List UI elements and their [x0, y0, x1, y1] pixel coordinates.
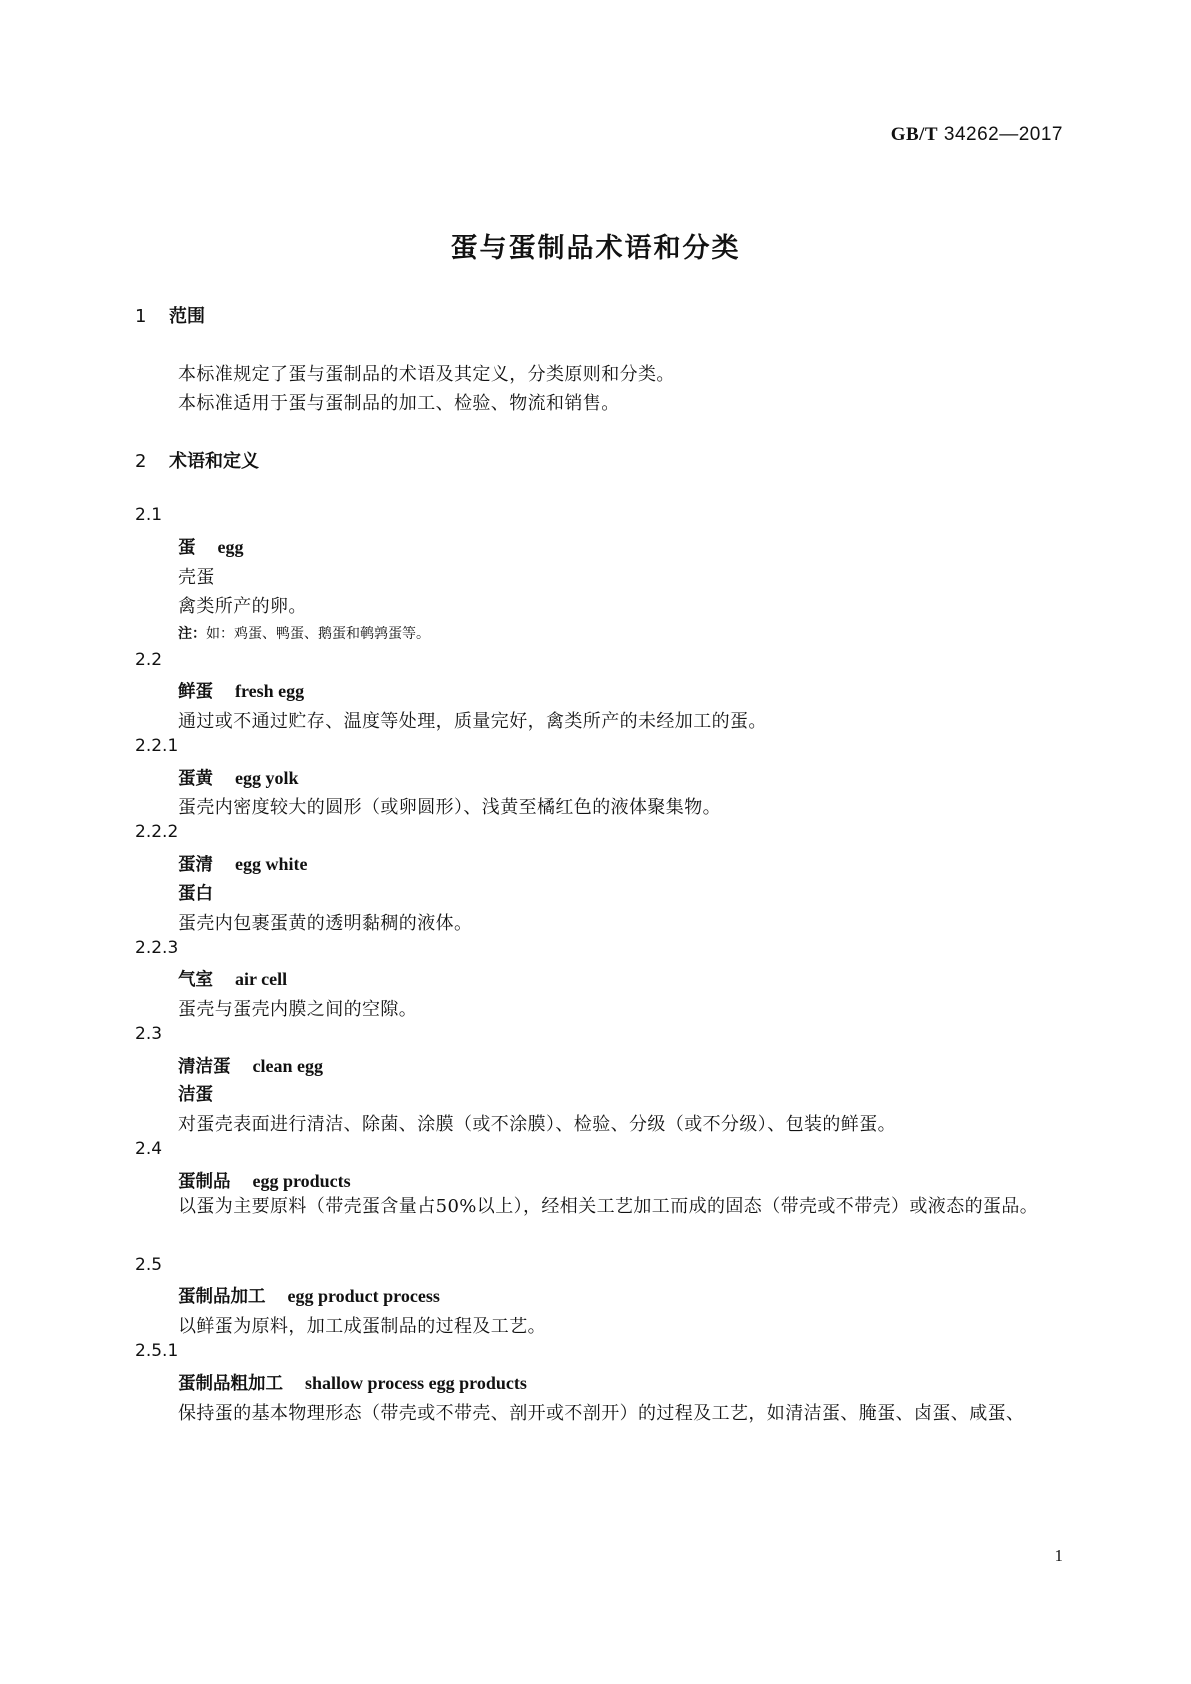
clause-number: 2.3: [135, 1024, 163, 1044]
clause-number: 2.5.1: [135, 1341, 179, 1361]
note-text: 如：鸡蛋、鸭蛋、鹅蛋和鹌鹑蛋等。: [206, 626, 430, 642]
term-definition: 蛋壳内密度较大的圆形（或卵圆形）、浅黄至橘红色的液体聚集物。: [178, 797, 721, 818]
term-definition: 蛋壳内包裹蛋黄的透明黏稠的液体。: [178, 913, 473, 934]
standard-prefix: GB/T: [890, 124, 939, 145]
term-definition: 对蛋壳表面进行清洁、除菌、涂膜（或不涂膜）、检验、分级（或不分级）、包装的鲜蛋。: [178, 1114, 896, 1135]
section-heading-terms: [135, 447, 259, 473]
section-number: 2: [135, 451, 147, 472]
term-zh: 蛋制品粗加工: [178, 1374, 283, 1394]
term-definition: 通过或不通过贮存、温度等处理，质量完好，禽类所产的未经加工的蛋。: [178, 711, 767, 732]
term-definition: 禽类所产的卵。: [178, 596, 307, 617]
clause-number: 2.1: [135, 505, 163, 525]
term-zh: 蛋: [178, 538, 196, 558]
term-zh: 蛋制品: [178, 1172, 231, 1192]
term-en: air cell: [235, 969, 288, 989]
term-heading: [178, 1053, 323, 1078]
term-heading: [178, 1168, 351, 1193]
term-en: fresh egg: [235, 681, 305, 701]
term-zh: 蛋清: [178, 855, 213, 875]
term-heading: [178, 966, 287, 991]
term-definition: 以鲜蛋为原料，加工成蛋制品的过程及工艺。: [178, 1316, 546, 1337]
term-heading: [178, 678, 304, 703]
section-title: 术语和定义: [169, 451, 259, 472]
clause-number: 2.2.1: [135, 736, 179, 756]
standard-number: [891, 124, 1063, 146]
clause-number: 2.5: [135, 1255, 163, 1275]
standard-code: 34262—2017: [943, 124, 1063, 145]
term-zh: 蛋制品加工: [178, 1287, 266, 1307]
term-synonym: 壳蛋: [178, 567, 215, 588]
paragraph: 本标准规定了蛋与蛋制品的术语及其定义，分类原则和分类。: [178, 364, 675, 385]
clause-number: 2.2: [135, 650, 163, 670]
page-number: 1: [1054, 1546, 1063, 1565]
term-zh: 气室: [178, 970, 213, 990]
term-en: egg white: [235, 854, 308, 874]
term-heading: [178, 765, 299, 790]
note-label: 注：: [178, 626, 206, 642]
term-definition: 以蛋为主要原料（带壳蛋含量占50%以上），经相关工艺加工而成的固态（带壳或不带壳）或液态的蛋品。: [178, 1196, 1039, 1217]
term-en: egg products: [252, 1171, 351, 1191]
term-definition: 保持蛋的基本物理形态（带壳或不带壳、剖开或不剖开）的过程及工艺，如清洁蛋、腌蛋、卤蛋、咸蛋、: [178, 1403, 1025, 1424]
term-synonym: 洁蛋: [178, 1085, 213, 1105]
term-heading: [178, 1370, 527, 1395]
document-title: 蛋与蛋制品术语和分类: [450, 233, 741, 264]
term-en: shallow process egg products: [305, 1373, 527, 1393]
paragraph: 本标准适用于蛋与蛋制品的加工、检验、物流和销售。: [178, 393, 620, 414]
section-title: 范围: [169, 306, 205, 327]
term-definition: 蛋壳与蛋壳内膜之间的空隙。: [178, 999, 418, 1020]
term-en: egg product process: [287, 1286, 440, 1306]
clause-number: 2.2.2: [135, 822, 179, 842]
term-zh: 蛋黄: [178, 769, 213, 789]
term-heading: [178, 1283, 440, 1308]
term-note: [178, 623, 430, 643]
term-heading: [178, 534, 244, 559]
term-en: egg: [217, 537, 244, 557]
term-zh: 清洁蛋: [178, 1057, 231, 1077]
clause-number: 2.2.3: [135, 938, 179, 958]
section-heading-scope: [135, 302, 205, 328]
term-synonym: 蛋白: [178, 884, 213, 904]
term-heading: [178, 851, 307, 876]
term-zh: 鲜蛋: [178, 682, 213, 702]
term-en: clean egg: [252, 1056, 323, 1076]
section-number: 1: [135, 306, 147, 327]
term-en: egg yolk: [235, 768, 299, 788]
clause-number: 2.4: [135, 1139, 163, 1159]
